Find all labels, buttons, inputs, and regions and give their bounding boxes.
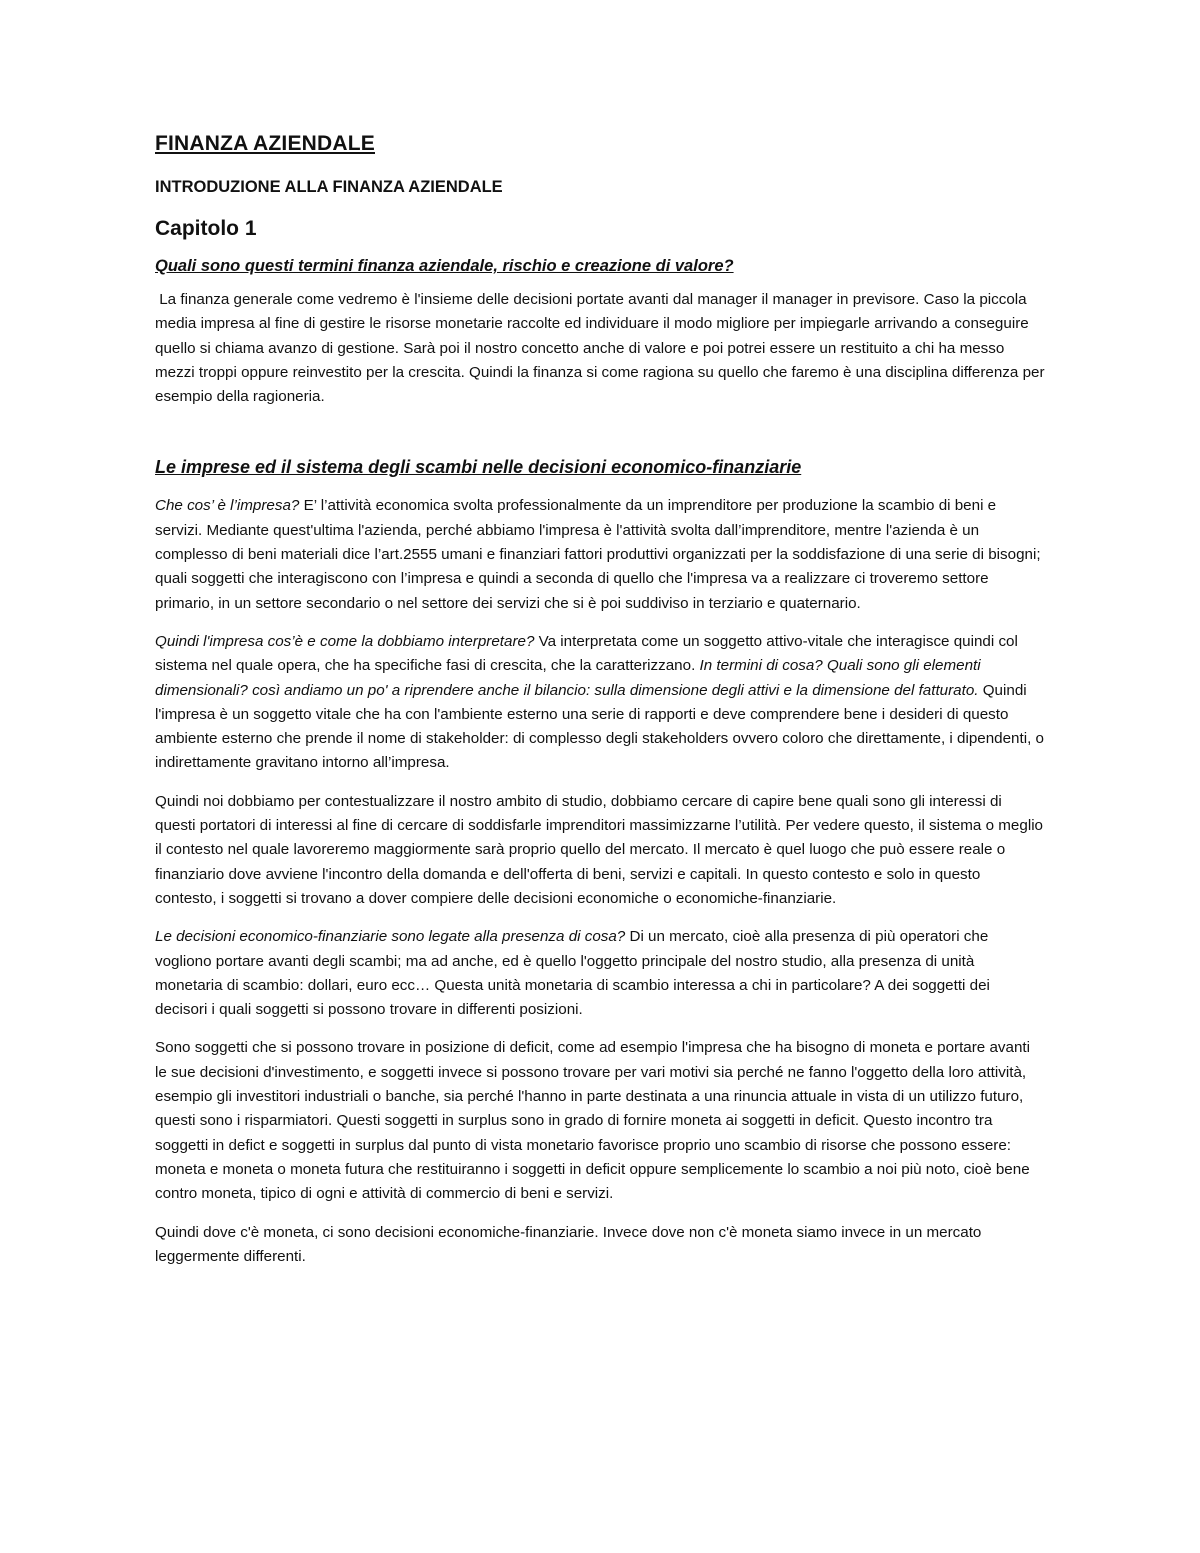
paragraph-question: Che cos’ è l’impresa? bbox=[155, 497, 300, 515]
document-subtitle: INTRODUZIONE ALLA FINANZA AZIENDALE bbox=[155, 178, 503, 196]
section-heading: Le imprese ed il sistema degli scambi nelle decisioni economico-finanziarie bbox=[155, 457, 802, 478]
paragraph-text-2: Quindi l'impresa è un soggetto vitale che ha con l'ambiente esterno una serie di rapporti e deve comprendere bene i desideri di questo ambiente esterno che prende il nome di stakeholder: di complesso degli stakeholders ovvero coloro che direttamente, i dipendenti, o indirettamente gravitano intorno all’impresa. bbox=[155, 681, 1044, 772]
paragraph-text: Di un mercato, cioè alla presenza di più operatori che vogliono portare avanti degli scambi; ma ad anche, ed è quello l'oggetto principale del nostro studio, alla presenza di unità monetaria di scambio: dollari, euro ecc… Questa unità monetaria di scambio interessa a chi in particolare? A dei soggetti dei decisori i quali soggetti si possono trovare in differenti posizioni. bbox=[155, 928, 990, 1019]
intro-paragraph: La finanza generale come vedremo è l'insieme delle decisioni portate avanti dal manager il manager in previsore. Caso la piccola media impresa al fine di gestire le risorse monetarie raccolte ed individuare il modo migliore per impiegarle arrivando a conseguire quello si chiama avanzo di gestione. Sarà poi il nostro concetto anche di valore e poi potrei essere un restituito a chi ha messo mezzi troppi oppure reinvestito per la crescita. Quindi la finanza si come ragiona su quello che faremo è una disciplina differenza per esempio della ragioneria. bbox=[155, 291, 1045, 406]
question-heading: Quali sono questi termini finanza aziendale, rischio e creazione di valore? bbox=[155, 257, 734, 275]
document-page bbox=[155, 132, 1045, 1283]
paragraph-question: Quindi l'impresa cos’è e come la dobbiamo interpretare? bbox=[155, 632, 535, 650]
paragraph-question-2: In termini di cosa? Quali sono gli elementi dimensionali? così andiamo un po' a riprendere anche il bilancio: sulla dimensione degli attivi e la dimensione del fatturato. bbox=[155, 657, 981, 699]
document-title: FINANZA AZIENDALE bbox=[155, 132, 375, 155]
paragraph-question: Le decisioni economico-finanziarie sono legate alla presenza di cosa? bbox=[155, 928, 626, 946]
paragraph-text: E’ l’attività economica svolta professionalmente da un imprenditore per produzione la scambio di beni e servizi. Mediante quest'ultima l'azienda, perché abbiamo l'impresa è l'attività svolta dall’imprenditore, mentre l'azienda è un complesso di beni materiali dice l’art.2555 umani e finanziari fattori produttivi organizzati per la soddisfazione di una serie di bisogni; quali soggetti che interagiscono con l’impresa e quindi a seconda di quello che l'impresa va a realizzare ci troveremo settore primario, in un settore secondario o nel settore dei servizi che si è poi suddiviso in terziario e quaternario. bbox=[155, 497, 1041, 612]
paragraph-mercato: Quindi noi dobbiamo per contestualizzare il nostro ambito di studio, dobbiamo cercare di capire bene quali sono gli interessi di questi portatori di interessi al fine di cercare di soddisfarle imprenditori massimizzarne l’utilità. Per vedere questo, il sistema o meglio il contesto nel quale lavoreremo maggiormente sarà proprio quello del mercato. Il mercato è quel luogo che può essere reale o finanziario dove avviene l'incontro della domanda e dell'offerta di beni, servizi e capitali. In questo contesto e solo in questo contesto, i soggetti si trovano a dover compiere delle decisioni economiche o economiche-finanziarie. bbox=[155, 792, 1044, 907]
paragraph-impresa bbox=[155, 494, 1045, 615]
paragraph-interpretazione bbox=[155, 630, 1045, 776]
chapter-heading: Capitolo 1 bbox=[155, 217, 257, 240]
paragraph-soggetti: Sono soggetti che si possono trovare in posizione di deficit, come ad esempio l'impresa che ha bisogno di moneta e portare avanti le sue decisioni d'investimento, e soggetti invece si possono trovare per vari motivi sia perché ne fanno l'oggetto della loro attività, esempio gli investitori industriali o banche, sia perché l'hanno in parte destinata a una rinuncia attuale in vista di un utilizzo futuro, questi sono i risparmiatori. Questi soggetti in surplus sono in grado di fornire moneta ai soggetti in deficit. Questo incontro tra soggetti in defict e soggetti in surplus dal punto di vista monetario favorisce proprio uno scambio di risorse che possono essere: moneta e moneta o moneta futura che restituiranno i soggetti in deficit oppure semplicemente lo scambio a noi più noto, cioè bene contro moneta, tipico di ogni e attività di commercio di beni e servizi. bbox=[155, 1039, 1031, 1203]
paragraph-conclusione: Quindi dove c'è moneta, ci sono decisioni economiche-finanziarie. Invece dove non c'è moneta siamo invece in un mercato leggermente differenti. bbox=[155, 1223, 982, 1265]
paragraph-text: Va interpretata come un soggetto attivo-vitale che interagisce quindi col sistema nel quale opera, che ha specifiche fasi di crescita, che la caratterizzano. bbox=[155, 632, 1018, 675]
spacer bbox=[155, 423, 1045, 457]
paragraph-decisioni bbox=[155, 925, 1045, 1022]
